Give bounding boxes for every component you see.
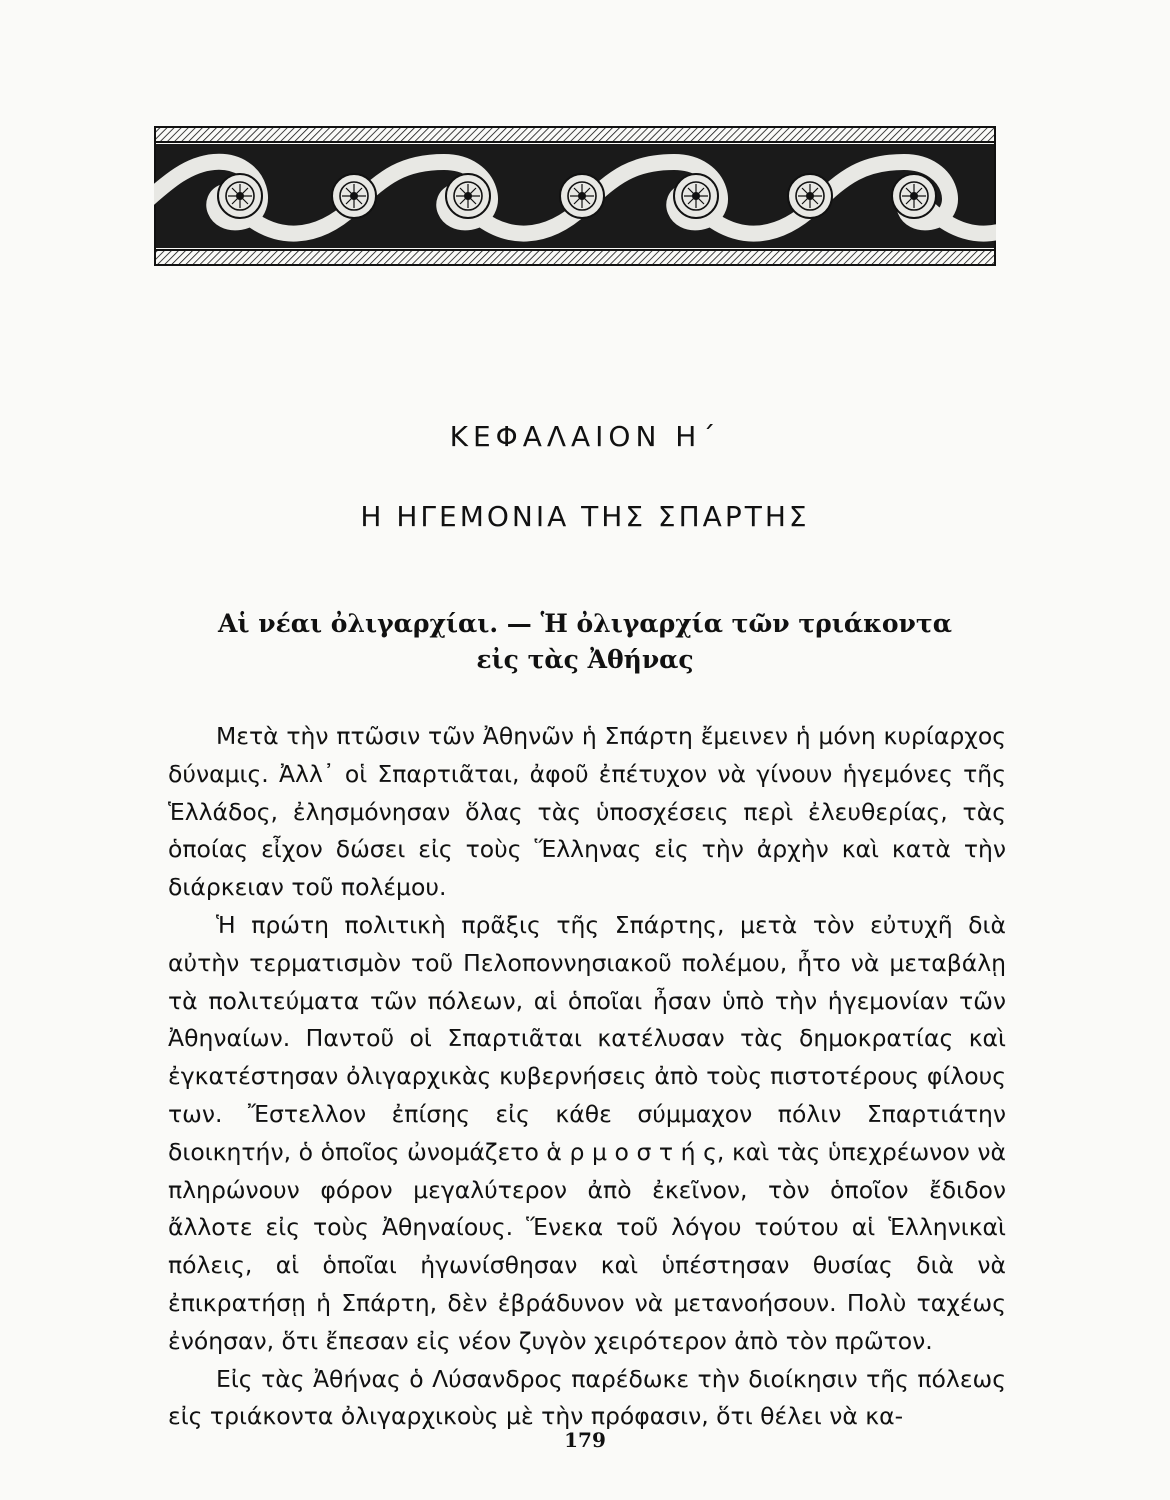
section-heading-line: εἰς τὰς Ἀθήνας [476,645,694,674]
paragraph: Εἰς τὰς Ἀθήνας ὁ Λύσανδρος παρέδωκε τὴν διοίκησιν τῆς πόλεως εἰς τριάκοντα ὀλιγαρχικοὺς μὲ τὴν πρόφασιν, ὅτι θέλει νὰ κα- [168,1364,1006,1431]
wave-spiral-ornament [154,126,996,266]
chapter-label: ΚΕΦΑΛΑΙΟΝ Η΄ [449,420,721,453]
paragraph: Μετὰ τὴν πτῶσιν τῶν Ἀθηνῶν ἡ Σπάρτη ἔμεινεν ἡ μόνη κυρίαρχος δύναμις. Ἀλλ᾽ οἱ Σπαρτιᾶται, ἀφοῦ ἐπέτυχον νὰ γίνουν ἡγεμόνες τῆς Ἑλλάδος, ἐλησμόνησαν ὅλας τὰς ὑποσχέσεις περὶ ἐλευθερίας, τὰς ὁποίας εἶχον δώσει εἰς τοὺς Ἕλληνας εἰς τὴν ἀρχὴν καὶ κατὰ τὴν διάρκειαν τοῦ πολέμου. [168,722,1006,902]
section-heading-line: Αἱ νέαι ὀλιγαρχίαι. — Ἡ ὀλιγαρχία τῶν τριάκοντα [218,609,952,638]
section-heading [190,606,980,678]
paragraph: Ἡ πρώτη πολιτικὴ πρᾶξις τῆς Σπάρτης, μετὰ τὸν εὐτυχῆ διὰ αὐτὴν τερματισμὸν τοῦ Πελοποννησιακοῦ πολέμου, ἦτο νὰ μεταβάλῃ τὰ πολιτεύματα τῶν πόλεων, αἱ ὁποῖαι ἦσαν ὑπὸ τὴν ἡγεμονίαν τῶν Ἀθηναίων. Παντοῦ οἱ Σπαρτιᾶται κατέλυσαν τὰς δημοκρατίας καὶ ἐγκατέστησαν ὀλιγαρχικὰς κυβερνήσεις ἀπὸ τοὺς πιστοτέρους φίλους των. Ἔστελλον ἐπίσης εἰς κάθε σύμμαχον πόλιν Σπαρτιάτην διοικητήν, ὁ ὁποῖος ὠνομάζετο ἁ ρ μ ο σ τ ή ς, καὶ τὰς ὑπεχρέωνον νὰ πληρώνουν φόρον μεγαλύτερον ἀπὸ ἐκεῖνον, τὸν ὁποῖον ἔδιδον ἄλλοτε εἰς τοὺς Ἀθηναίους. Ἕνεκα τοῦ λόγου τούτου αἱ Ἑλληνικαὶ πόλεις, αἱ ὁποῖαι ἠγωνίσθησαν καὶ ὑπέστησαν θυσίας διὰ νὰ ἐπικρατήσῃ ἡ Σπάρτη, δὲν ἐβράδυνον νὰ μετανοήσουν. Πολὺ ταχέως ἐνόησαν, ὅτι ἔπεσαν εἰς νέον ζυγὸν χειρότερον ἀπὸ τὸν πρῶτον. [168,910,1006,1355]
chapter-title: Η ΗΓΕΜΟΝΙΑ ΤΗΣ ΣΠΑΡΤΗΣ [360,500,810,533]
body-text [168,718,1006,1436]
page-number: 179 [564,1428,606,1452]
